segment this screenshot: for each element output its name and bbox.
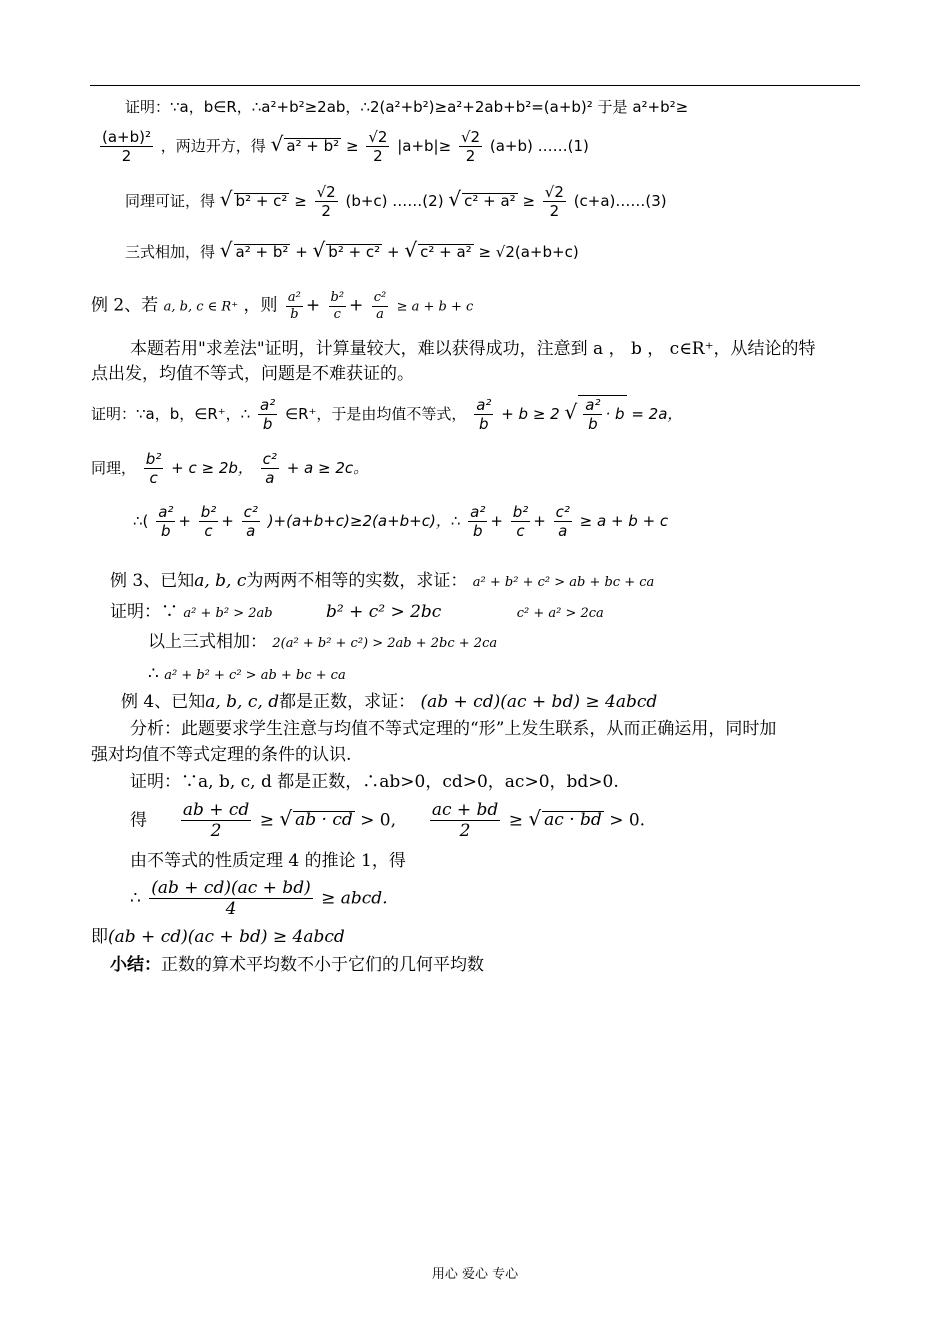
summary: 小结：正数的算术平均数不小于它们的几何平均数 bbox=[110, 955, 484, 975]
proof1-line2: $\frac{\text{(a+b)²}}{2}$ ，两边开方，得 √ a² + b² ≥ $\frac{√2}{2}$ |a+b|≥ $\frac{√2}{2}$ (a+b) ……(1) bbox=[102, 128, 589, 165]
ex2-para1: 本题若用"求差法"证明，计算量较大，难以获得成功，注意到 a ， b ， c∈R⁺，从结论的特 bbox=[130, 339, 816, 359]
summary-label: 小结： bbox=[110, 955, 161, 975]
ex4-final: 即(ab + cd)(ac + bd) ≥ 4abcd bbox=[91, 927, 345, 947]
page-footer: 用心 爱心 专心 bbox=[431, 1267, 519, 1282]
ex4-step: 得 $\frac{ab + cd}{2}$ ≥ √ ab · cd > 0, $\frac{ac + bd}{2}$ ≥ √ ac · bd > 0. bbox=[130, 800, 646, 842]
ex3-title: 例 3、已知a, b, c为两两不相等的实数，求证： a² + b² + c² > ab + bc + ca bbox=[110, 571, 655, 591]
proof1-line1: 证明：∵a，b∈R，∴a²+b²≥2ab，∴2(a²+b²)≥a²+2ab+b²=(a+b)² 于是 a²+b²≥ bbox=[125, 98, 689, 116]
ex3-concl: ∴ a² + b² + c² > ab + bc + ca bbox=[148, 664, 346, 684]
ex2-para2: 点出发，均值不等式，问题是不难获证的。 bbox=[91, 364, 414, 384]
ex4-proof: 证明：∵a, b, c, d 都是正数，∴ab>0，cd>0，ac>0，bd>0. bbox=[130, 772, 619, 792]
ex3-proof: 证明：∵ a² + b² > 2ab b² + c² > 2bc c² + a² > 2ca bbox=[110, 602, 604, 622]
ex2-proof: 证明：∵a，b，∈R⁺，∴ $\frac{\text{a²}}{b}$ ∈R⁺，于是由均值不等式， $\frac{\text{a²}}{b}$ + b ≥ 2 √ $\frac{\text{a²}}{b}$ · b = 2a， bbox=[91, 396, 683, 433]
ex3-sum: 以上三式相加： 2(a² + b² + c²) > 2ab + 2bc + 2ca bbox=[148, 632, 498, 652]
proof1-line4: 三式相加，得 √ a² + b² + √ b² + c² + √ c² + a² ≥ √2(a+b+c) bbox=[125, 238, 579, 262]
header-rule bbox=[90, 85, 860, 86]
ex2-same: 同理， $\frac{\text{b²}}{c}$ + c ≥ 2b， $\frac{\text{c²}}{a}$ + a ≥ 2c。 bbox=[91, 450, 369, 487]
ex4-th: ∴ $\frac{(ab + cd)(ac + bd)}{4}$ ≥ abcd. bbox=[130, 878, 388, 920]
ex4-anal1: 分析：此题要求学生注意与均值不等式定理的“形”上发生联系，从而正确运用，同时加 bbox=[130, 719, 777, 739]
ex2-title: 例 2、若 a, b, c ∈ R⁺ ，则 $\frac{\text{a²}}{b}$ + $\frac{\text{b²}}{c}$ + $\frac{\text{c²}}{a}$ ≥ a + b + c bbox=[91, 290, 474, 322]
proof1-line3: 同理可证，得 √ b² + c² ≥ $\frac{√2}{2}$ (b+c) ……(2) √ c² + a² ≥ $\frac{√2}{2}$ (c+a)……(3) bbox=[125, 183, 667, 220]
ex4-anal2: 强对均值不等式定理的条件的认识. bbox=[91, 745, 352, 765]
ex4-by: 由不等式的性质定理 4 的推论 1，得 bbox=[130, 851, 406, 871]
ex2-sum: ∴( $\frac{\text{a²}}{b}$ + $\frac{\text{b²}}{c}$ + $\frac{\text{c²}}{a}$ )+(a+b+c)≥2(a+b+c)，∴ $\frac{\text{a²}}{b}$ + $\frac{\text{b²}}{c}$ + $\frac{\text{c²}}{a}$ ≥ a + b + c bbox=[133, 503, 669, 540]
ex4-title: 例 4、已知a, b, c, d都是正数，求证： (ab + cd)(ac + bd) ≥ 4abcd bbox=[121, 692, 658, 712]
